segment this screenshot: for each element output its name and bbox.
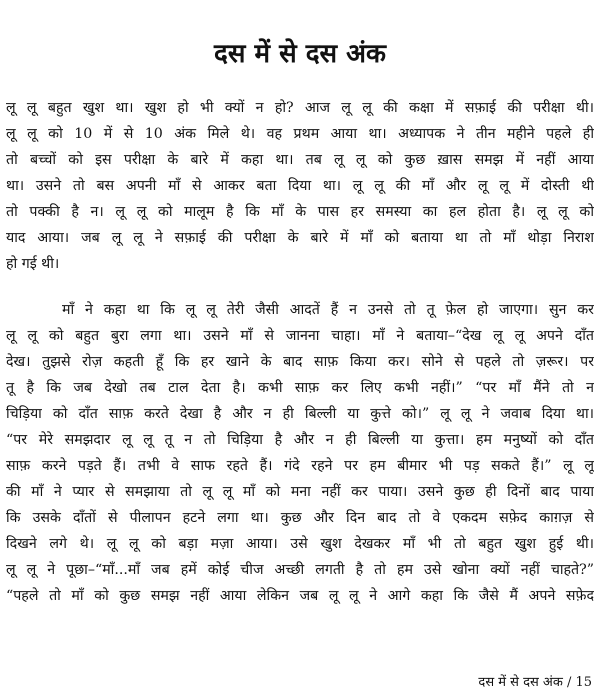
text-line: तो बच्चों को इस परीक्षा के बारे में कहा था। तब लू लू को कुछ ख़ास समझ में नहीं आया bbox=[6, 152, 594, 168]
text-line: लू लू को 10 में से 10 अंक मिले थे। वह प्रथम आया था। अध्यापक ने तीन महीने पहले ही bbox=[6, 126, 594, 142]
text-line: माँ ने कहा था कि लू लू तेरी जैसी आदतें हैं न उनसे तो तू फ़ेल हो जाएगा। सुन कर bbox=[62, 302, 594, 318]
text-line: चिड़िया को दाँत साफ़ करते देखा है और न ही बिल्ली या कुत्ते को।” लू लू ने जवाब दिया था। bbox=[6, 406, 594, 422]
text-line: हो गई थी। bbox=[6, 256, 60, 272]
page-footer: दस में से दस अंक / 15 bbox=[478, 675, 592, 690]
page-title: दस में से दस अंक bbox=[214, 39, 386, 69]
text-line: लू लू बहुत खुश था। खुश हो भी क्यों न हो? आज लू लू की कक्षा में सफ़ाई की परीक्षा थी। bbox=[6, 100, 594, 116]
text-line: कि उसके दाँतों से पीलापन हटने लगा था। कुछ और दिन बाद तो वे एकदम सफ़ेद काग़ज़ से bbox=[6, 510, 594, 526]
text-line: “पर मेरे समझदार लू लू तू न तो चिड़िया है और न ही बिल्ली या कुत्ता। हम मनुष्यों को दाँत bbox=[6, 432, 594, 448]
text-line: था। उसने तो बस अपनी माँ से आकर बता दिया था। लू लू की माँ और लू लू में दोस्ती थी bbox=[6, 178, 594, 194]
text-line: साफ़ करने पड़ते हैं। तभी वे साफ रहते हैं। गंदे रहने पर हम बीमार भी पड़ सकते हैं।” लू लू bbox=[6, 458, 594, 474]
text-line: “पहले तो माँ को कुछ समझ नहीं आया लेकिन जब लू लू ने आगे कहा कि जैसे मैं अपने सफ़ेद bbox=[6, 588, 594, 604]
text-line: तू है कि जब देखो तब टाल देता है। कभी साफ़ कर लिए कभी नहीं।” “पर माँ मैंने तो न bbox=[6, 380, 594, 396]
text-line: लू लू को बहुत बुरा लगा था। उसने माँ से जानना चाहा। माँ ने बताया–“देख लू लू अपने दाँत bbox=[6, 328, 594, 344]
text-line: याद आया। जब लू लू ने सफ़ाई की परीक्षा के बारे में माँ को बताया था तो माँ थोड़ा निराश bbox=[6, 230, 594, 246]
text-line: की माँ ने प्यार से समझाया तो लू लू माँ को मना नहीं कर पाया। उसने कुछ ही दिनों बाद पाया bbox=[6, 484, 594, 500]
text-line: देख। तुझसे रोज़ कहती हूँ कि हर खाने के बाद साफ़ किया कर। सोने से पहले तो ज़रूर। पर bbox=[6, 354, 594, 370]
text-line: लू लू ने पूछा–“माँ...माँ जब हमें कोई चीज अच्छी लगती है तो हम उसे खोना क्यों नहीं चाहते?” bbox=[6, 562, 594, 578]
text-line: दिखने लगे थे। लू लू को बड़ा मज़ा आया। उसे खुश देखकर माँ भी तो बहुत खुश हुई थी। bbox=[6, 536, 594, 552]
text-line: तो पक्की है न। लू लू को मालूम है कि माँ के पास हर समस्या का हल होता है। लू लू को bbox=[6, 204, 594, 220]
